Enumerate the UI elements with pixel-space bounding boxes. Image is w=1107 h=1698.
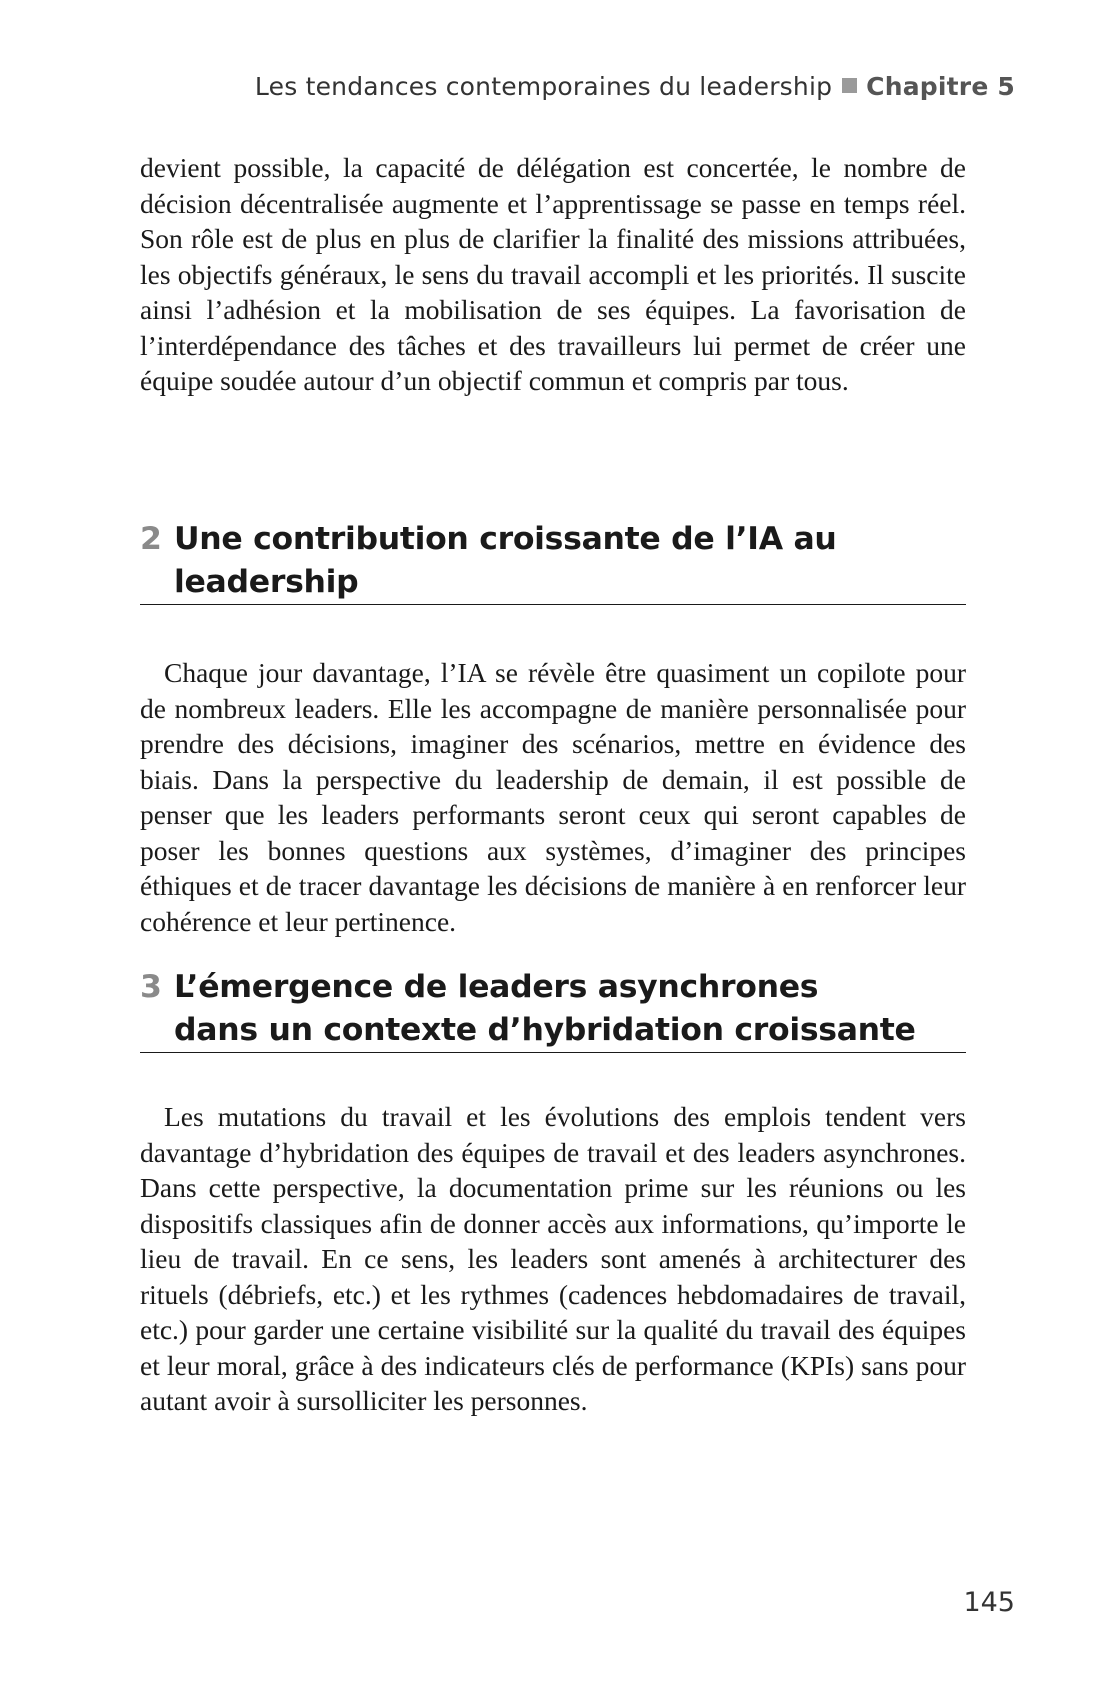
section-number: 3 [140, 969, 162, 1005]
section-heading [140, 518, 966, 605]
running-title: Les tendances contemporaines du leadership [254, 72, 833, 101]
separator-square-icon [842, 78, 857, 93]
section-title: Une contribution croissante de l’IA au leadership [174, 521, 837, 600]
section-title [174, 966, 966, 1052]
intro-block [140, 150, 966, 399]
intro-paragraph: devient possible, la capacité de délégation est concertée, le nombre de décision décentralisée augmente et l’apprentissage se passe en temps réel. Son rôle est de plus en plus de clarifier la finalité des missions attribuées, les objectifs généraux, le sens du travail accompli et les priorités. Il suscite ainsi l’adhésion et la mobilisation de ses équipes. La favorisation de l’interdépendance des tâches et des travailleurs lui permet de créer une équipe soudée autour d’un objectif commun et compris par tous. [140, 152, 966, 396]
section-number: 2 [140, 521, 162, 557]
section-paragraph: Les mutations du travail et les évolutions des emplois tendent vers davantage d’hybridation des équipes de travail et des leaders asynchrones. Dans cette perspective, la documentation prime sur les réunions ou les dispositifs classiques afin de donner accès aux informations, qu’importe le lieu de travail. En ce sens, les leaders sont amenés à architecturer des rituels (débriefs, etc.) et les rythmes (cadences hebdomadaires de travail, etc.) pour garder une certaine visibilité sur la qualité du travail des équipes et leur moral, grâce à des indicateurs clés de performance (KPIs) sans pour autant avoir à sursolliciter les personnes. [140, 1101, 966, 1416]
running-header [255, 72, 1015, 101]
section-3 [140, 966, 966, 1419]
page-number: 145 [963, 1587, 1015, 1618]
section-heading [140, 966, 966, 1053]
chapter-label: Chapitre 5 [866, 72, 1015, 101]
section-title-line-1: L’émergence de leaders asynchrones [174, 969, 819, 1005]
section-2 [140, 518, 966, 939]
section-paragraph: Chaque jour davantage, l’IA se révèle être quasiment un copilote pour de nombreux leaders. Elle les accompagne de manière personnalisée pour prendre des décisions, imaginer des scénarios, mettre en évidence des biais. Dans la perspective du leadership de demain, il est possible de penser que les leaders performants seront ceux qui seront capables de poser les bonnes questions aux systèmes, d’imaginer des principes éthiques et de tracer davantage les décisions de manière à en renforcer leur cohérence et leur pertinence. [140, 657, 966, 937]
section-title-line-2: dans un contexte d’hybridation croissante [174, 1012, 916, 1048]
